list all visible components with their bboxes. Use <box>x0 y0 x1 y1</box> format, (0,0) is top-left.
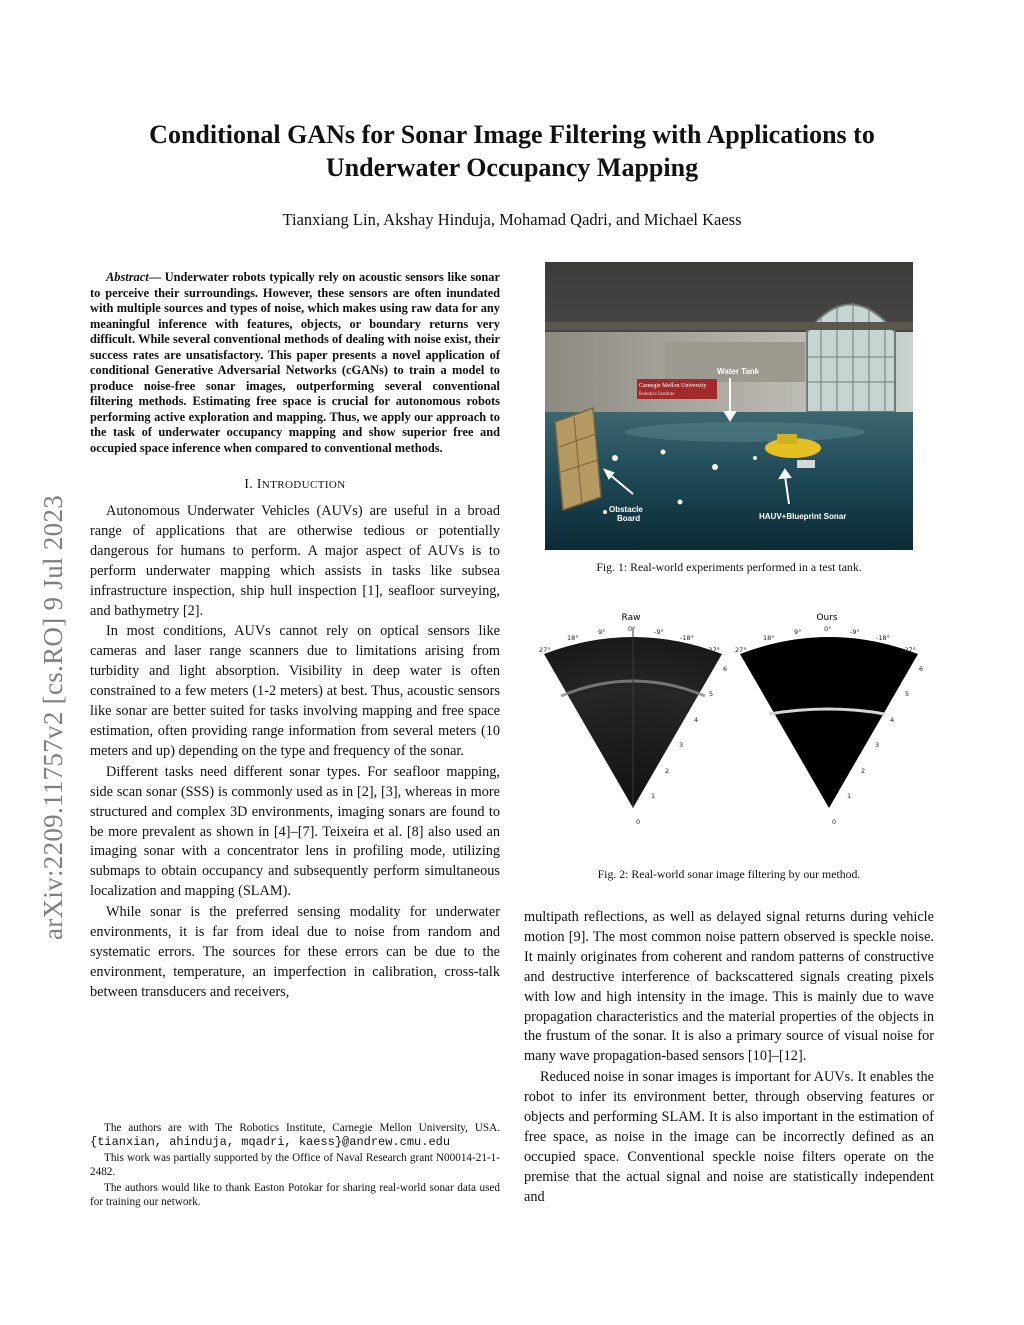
section-number: I. <box>244 476 257 491</box>
footnote-funding: This work was partially supported by the Office of Naval Research grant N00014-21-1-2482. <box>90 1152 500 1178</box>
balcony-railing <box>665 342 805 382</box>
paragraph: In most conditions, AUVs cannot rely on optical sensors like cameras and laser range scanners due to limitations arising from turbidity and light absorption. Visibility in deep water is often constrained to a few meters (1-2 meters) at best. Thus, acoustic sensors like sonar are better suited for tasks involving mapping and free space estimation, often providing range information from several meters (10 meters and up) depending on the type and frequency of the sonar. <box>90 623 500 759</box>
raw-range-label: 3 <box>679 741 684 749</box>
section-rest-letters: NTRODUCTION <box>261 479 346 491</box>
raw-range-label: 4 <box>694 716 699 724</box>
ours-angle-label: 27° <box>735 646 747 654</box>
label-obstacle-line-1: Obstacle <box>609 505 643 514</box>
raw-angle-label: -27° <box>706 646 720 654</box>
ours-range-label: 3 <box>875 741 880 749</box>
section-heading-introduction <box>90 476 500 492</box>
ours-range-label: 6 <box>919 665 924 673</box>
ours-range-label: 5 <box>905 690 910 698</box>
raw-sonar-panel <box>539 613 727 826</box>
ours-angle-label: -27° <box>902 646 916 654</box>
paragraph: multipath reflections, as well as delayed signal returns during vehicle motion [9]. The most common noise pattern observed is speckle noise. It mainly originates from coherent and random patterns of constructive and destructive interference of backscattered signals creating pixels with low and high intensity in the image. This is mainly due to wave propagation characteristics and the material properties of the objects in the frustum of the sonar. It is also a primary source of visual noise for many wave propagation-based sensors [10]–[12]. <box>524 909 934 1065</box>
raw-angle-label: 18° <box>567 634 579 642</box>
ours-range-label: 0 <box>832 818 837 826</box>
raw-angle-label: 27° <box>539 646 551 654</box>
ours-angle-label: 0° <box>824 625 832 633</box>
ceiling-beam <box>545 322 913 330</box>
figure-2-sonar-comparison <box>533 608 929 830</box>
raw-range-label: 0 <box>636 818 641 826</box>
water-reflection <box>625 422 865 442</box>
raw-angle-label: -18° <box>680 634 694 642</box>
title-line-1: Conditional GANs for Sonar Image Filtering with Applications to <box>149 120 875 149</box>
abstract-label: Abstract <box>106 270 149 284</box>
paragraph: Autonomous Underwater Vehicles (AUVs) are useful in a broad range of applications that are otherwise tedious or potentially dangerous for humans to perform. A major aspect of AUVs is to perform underwater mapping which assists in tasks like subsea infrastructure inspection, ship hull inspection [1], seafloor surveying, and bathymetry [2]. <box>90 503 500 619</box>
cmu-sign-text-1: Carnegie Mellon University <box>639 383 707 389</box>
arxiv-identifier: arXiv:2209.11757v2 [cs.RO] 9 Jul 2023 <box>38 494 68 940</box>
paragraph: Different tasks need different sonar types. For seafloor mapping, side scan sonar (SSS) is commonly used as in [2], [3], whereas in more structured and complex 3D environments, imaging sonars are found to be more prevalent as shown in [4]–[7]. Teixeira et al. [8] also used an imaging sonar with a concentrator lens in profiling mode, utilizing submaps to obtain occupancy and subsequently perform simultaneous localization and mapping (SLAM). <box>90 763 500 900</box>
ours-angle-label: 18° <box>763 634 775 642</box>
ours-angle-label: -9° <box>850 628 860 636</box>
author-emails: {tianxian, ahinduja, mqadri, kaess}@andrew.cmu.edu <box>90 1134 451 1149</box>
right-column <box>524 908 934 1208</box>
label-water-tank: Water Tank <box>717 367 760 376</box>
figure-2-caption: Fig. 2: Real-world sonar image filtering by our method. <box>597 867 861 881</box>
footnotes <box>90 1122 500 1212</box>
ours-angle-label: -18° <box>876 634 890 642</box>
raw-range-label: 2 <box>665 767 670 775</box>
raw-range-label: 5 <box>709 690 714 698</box>
abstract <box>90 270 500 456</box>
figure-1-caption: Fig. 1: Real-world experiments performed in a test tank. <box>596 560 862 574</box>
raw-panel-title: Raw <box>621 613 641 623</box>
filtered-sonar-panel <box>735 613 923 826</box>
ours-range-label: 4 <box>890 716 895 724</box>
left-column <box>90 270 500 1003</box>
raw-angle-label: 9° <box>598 628 606 636</box>
ours-range-label: 2 <box>861 767 866 775</box>
paragraph: Reduced noise in sonar images is important for AUVs. It enables the robot to infer its environment better, through observing features or objects and performing SLAM. It is also important in the estimation of free space, as noise in the image can be incorrectly defined as an occupied space. Conventional speckle noise filters operate on the premise that the actual signal and noise are statistically independent and <box>524 1069 934 1205</box>
paragraph: While sonar is the preferred sensing modality for underwater environments, it is far from ideal due to noise from random and systematic errors. The sources for these errors can be due to the environment, temperature, an imperfection in calibration, cross-talk between transducers and receivers, <box>90 904 500 1000</box>
paper-title <box>90 118 934 184</box>
section-first-letter: I <box>256 476 262 491</box>
abstract-text: — Underwater robots typically rely on acoustic sensors like sonar to perceive their surroundings. However, these sensors are often inundated with multiple sources and types of noise, which makes using raw data for any meaningful inference with features, objects, or boundary returns very difficult. While several conventional methods of dealing with noise exist, their success rates are unsatisfactory. This paper presents a novel application of conditional Generative Adversarial Networks (cGANs) to train a model to produce noise-free sonar images, outperforming several conventional filtering methods. Estimating free space is crucial for autonomous robots performing active exploration and mapping. Thus, we apply our approach to the task of underwater occupancy mapping and show superior free and occupied space inference when compared to conventional methods. <box>90 270 500 455</box>
footnote-acknowledgement: The authors would like to thank Easton Potokar for sharing real-world sonar data used for training our network. <box>90 1182 500 1208</box>
raw-range-label: 1 <box>651 792 656 800</box>
ours-angle-label: 9° <box>794 628 802 636</box>
raw-angle-label: 0° <box>628 625 636 633</box>
footnote-affiliation-text: The authors are with The Robotics Institute, Carnegie Mellon University, USA. <box>104 1122 500 1134</box>
author-list: Tianxiang Lin, Akshay Hinduja, Mohamad Qadri, and Michael Kaess <box>282 210 742 229</box>
figure-1-photo <box>545 262 913 550</box>
cmu-sign-text-2: Robotics Institute <box>639 392 675 397</box>
footnote-affiliation <box>90 1122 500 1149</box>
title-line-2: Underwater Occupancy Mapping <box>325 153 699 182</box>
label-obstacle-line-2: Board <box>617 514 641 523</box>
ours-panel-title: Ours <box>816 613 838 623</box>
hauv-top <box>777 434 797 444</box>
label-hauv-sonar: HAUV+Blueprint Sonar <box>759 512 847 521</box>
arched-window <box>807 305 895 413</box>
raw-angle-label: -9° <box>654 628 664 636</box>
raw-range-label: 6 <box>723 665 728 673</box>
ours-range-label: 1 <box>847 792 852 800</box>
blueprint-sonar <box>797 460 815 468</box>
